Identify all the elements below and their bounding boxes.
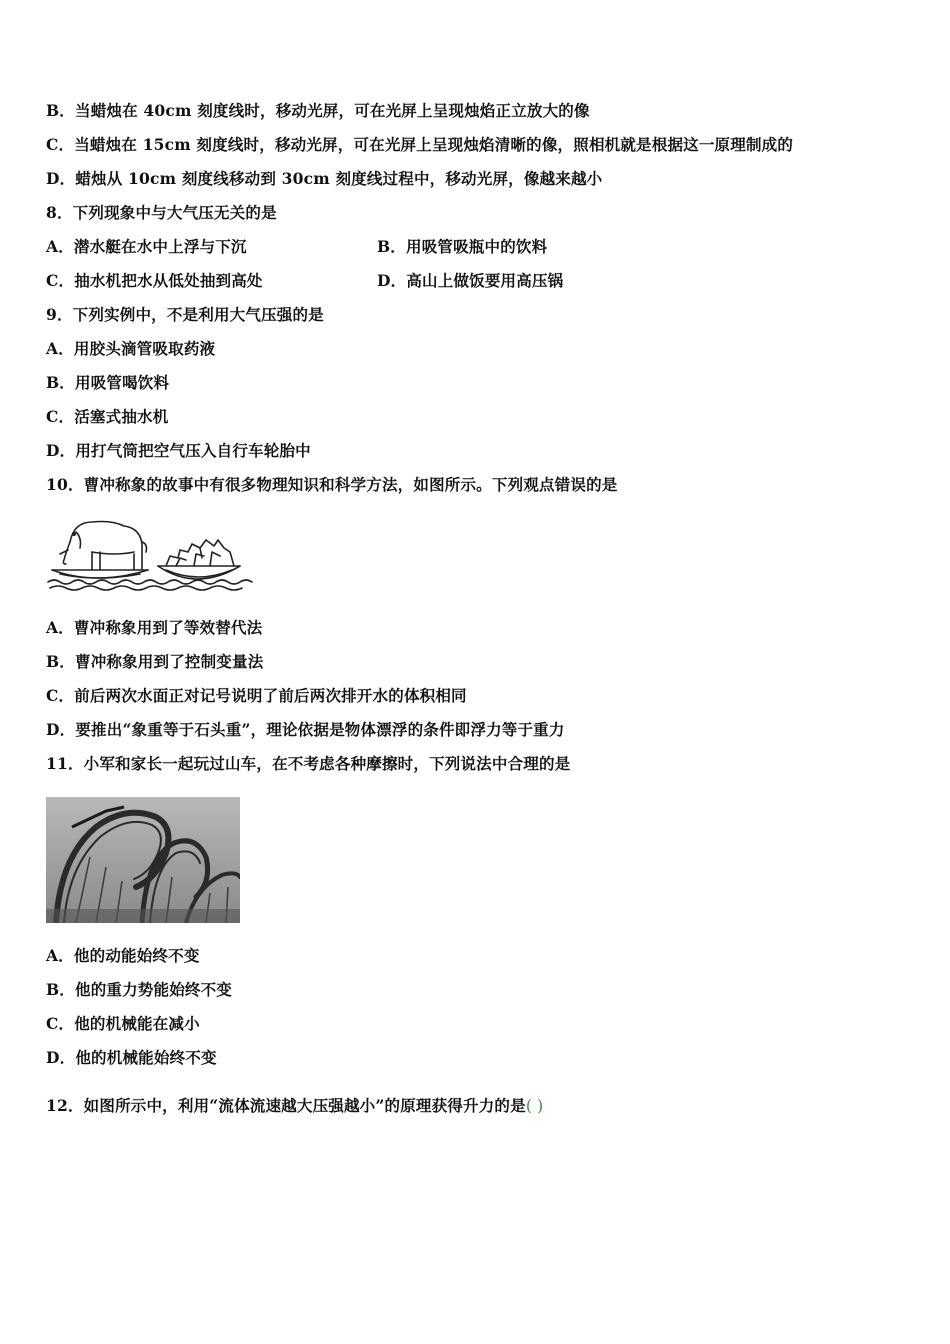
q7-option-d: D．蜡烛从 10cm 刻度线移动到 30cm 刻度线过程中，移动光屏，像越来越小 xyxy=(46,169,603,188)
q9-option-a: A．用胶头滴管吸取药液 xyxy=(46,339,216,358)
q9-stem: 9．下列实例中，不是利用大气压强的是 xyxy=(46,305,324,324)
q8-stem: 8．下列现象中与大气压无关的是 xyxy=(46,203,277,222)
q10-option-d: D．要推出“象重等于石头重”，理论依据是物体漂浮的条件即浮力等于重力 xyxy=(46,720,565,739)
q7-option-c: C．当蜡烛在 15cm 刻度线时，移动光屏，可在光屏上呈现烛焰清晰的像，照相机就是根据这一原理制成的 xyxy=(46,135,794,154)
q9-option-b: B．用吸管喝饮料 xyxy=(46,373,170,392)
q11-option-a: A．他的动能始终不变 xyxy=(46,946,200,965)
q11-option-c: C．他的机械能在减小 xyxy=(46,1014,200,1033)
q11-option-b: B．他的重力势能始终不变 xyxy=(46,980,233,999)
q8-option-b: B．用吸管吸瓶中的饮料 xyxy=(377,237,548,256)
q8-option-a: A．潜水艇在水中上浮与下沉 xyxy=(46,237,247,256)
q9-option-c: C．活塞式抽水机 xyxy=(46,407,169,426)
roller-coaster-photo xyxy=(46,797,240,923)
elephant-boat-figure xyxy=(46,512,256,594)
q8-option-c: C．抽水机把水从低处抽到高处 xyxy=(46,271,263,290)
q8-option-d: D．高山上做饭要用高压锅 xyxy=(377,271,564,290)
answer-parentheses: ( ) xyxy=(525,1097,544,1115)
q11-option-d: D．他的机械能始终不变 xyxy=(46,1048,217,1067)
q11-stem: 11．小军和家长一起玩过山车，在不考虑各种摩擦时，下列说法中合理的是 xyxy=(46,754,571,773)
q10-option-a: A．曹冲称象用到了等效替代法 xyxy=(46,618,263,637)
q12-stem-text: 12．如图所示中，利用“流体流速越大压强越小”的原理获得升力的是 xyxy=(46,1096,526,1115)
q10-stem: 10．曹冲称象的故事中有很多物理知识和科学方法，如图所示。下列观点错误的是 xyxy=(46,475,618,494)
q10-option-b: B．曹冲称象用到了控制变量法 xyxy=(46,652,264,671)
q10-option-c: C．前后两次水面正对记号说明了前后两次排开水的体积相同 xyxy=(46,686,467,705)
q7-option-b: B．当蜡烛在 40cm 刻度线时，移动光屏，可在光屏上呈现烛焰正立放大的像 xyxy=(46,101,590,120)
q9-option-d: D．用打气筒把空气压入自行车轮胎中 xyxy=(46,441,311,460)
q12-stem xyxy=(46,1096,543,1116)
